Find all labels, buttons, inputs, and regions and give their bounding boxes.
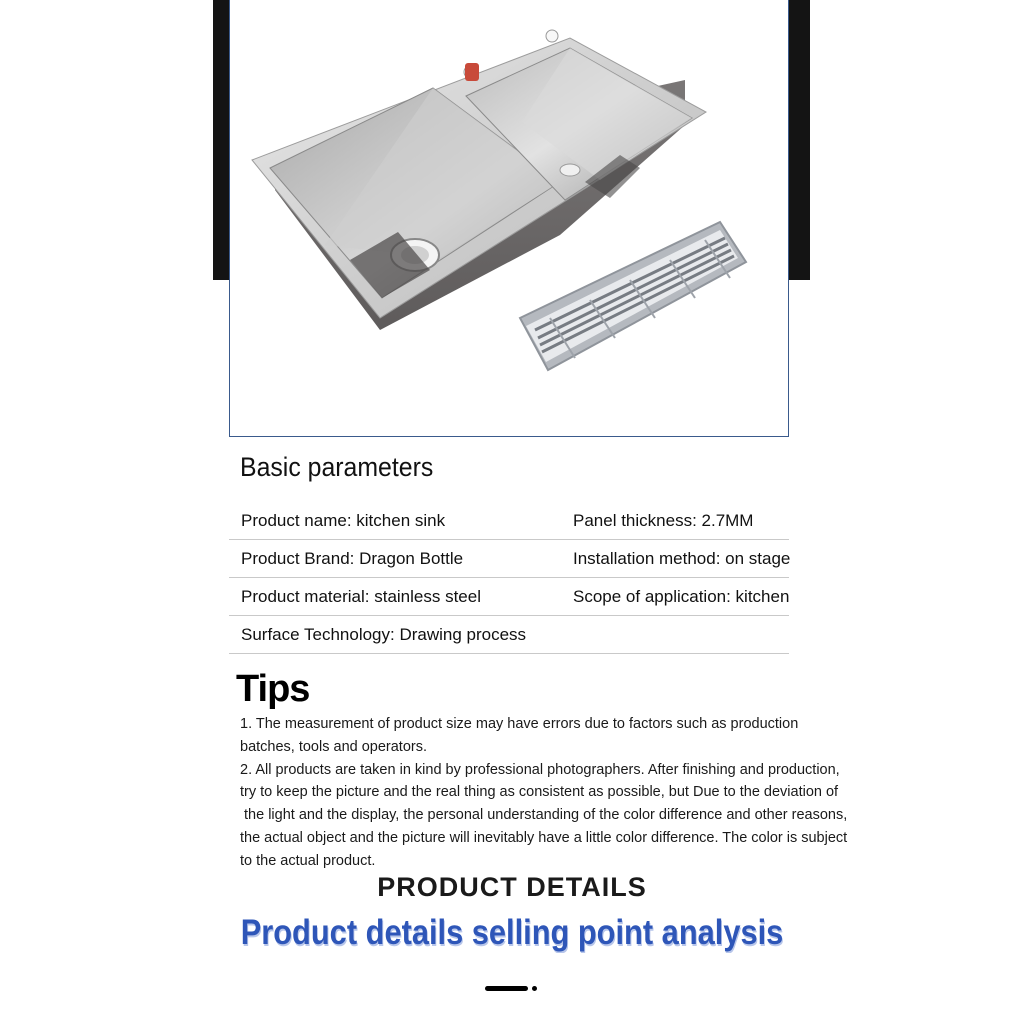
param-scope-of-application: Scope of application: kitchen xyxy=(573,587,790,606)
tips-line: to the actual product. xyxy=(240,852,376,869)
tips-line: the actual object and the picture will inevitably have a little color difference. The color is subject xyxy=(240,829,848,846)
tips-line: 1. The measurement of product size may have errors due to factors such as production xyxy=(240,716,799,732)
param-panel-thickness: Panel thickness: 2.7MM xyxy=(573,511,754,530)
param-product-brand: Product Brand: Dragon Bottle xyxy=(241,549,464,568)
drain-basket xyxy=(520,222,746,370)
carousel-indicator-dot[interactable] xyxy=(532,986,537,991)
tips-line: batches, tools and operators. xyxy=(240,738,428,755)
param-surface-technology: Surface Technology: Drawing process xyxy=(241,625,527,644)
parameters-table xyxy=(229,502,789,654)
tips-body xyxy=(240,713,848,873)
parameter-row xyxy=(229,540,789,578)
tips-line: 2. All products are taken in kind by professional photographers. After finishing and production, xyxy=(240,761,840,778)
param-installation-method: Installation method: on stage xyxy=(573,549,791,568)
selling-point-subheading: Product details selling point analysis xyxy=(240,913,784,952)
tips-title: Tips xyxy=(236,668,310,710)
tips-line: the light and the display, the personal understanding of the color difference and other reasons, xyxy=(240,807,848,824)
param-product-name: Product name: kitchen sink xyxy=(241,511,446,530)
param-product-material: Product material: stainless steel xyxy=(241,587,481,606)
product-photo xyxy=(229,0,789,437)
parameter-row xyxy=(229,578,789,616)
carousel-indicator-active[interactable] xyxy=(485,986,528,991)
parameter-row xyxy=(229,616,789,654)
product-details-heading: PRODUCT DETAILS xyxy=(377,872,647,902)
kitchen-sink-illustration xyxy=(230,0,789,437)
tips-line: try to keep the picture and the real thing as consistent as possible, but Due to the deviation of xyxy=(240,784,839,801)
basic-parameters-title: Basic parameters xyxy=(240,452,434,482)
parameter-row xyxy=(229,502,789,540)
